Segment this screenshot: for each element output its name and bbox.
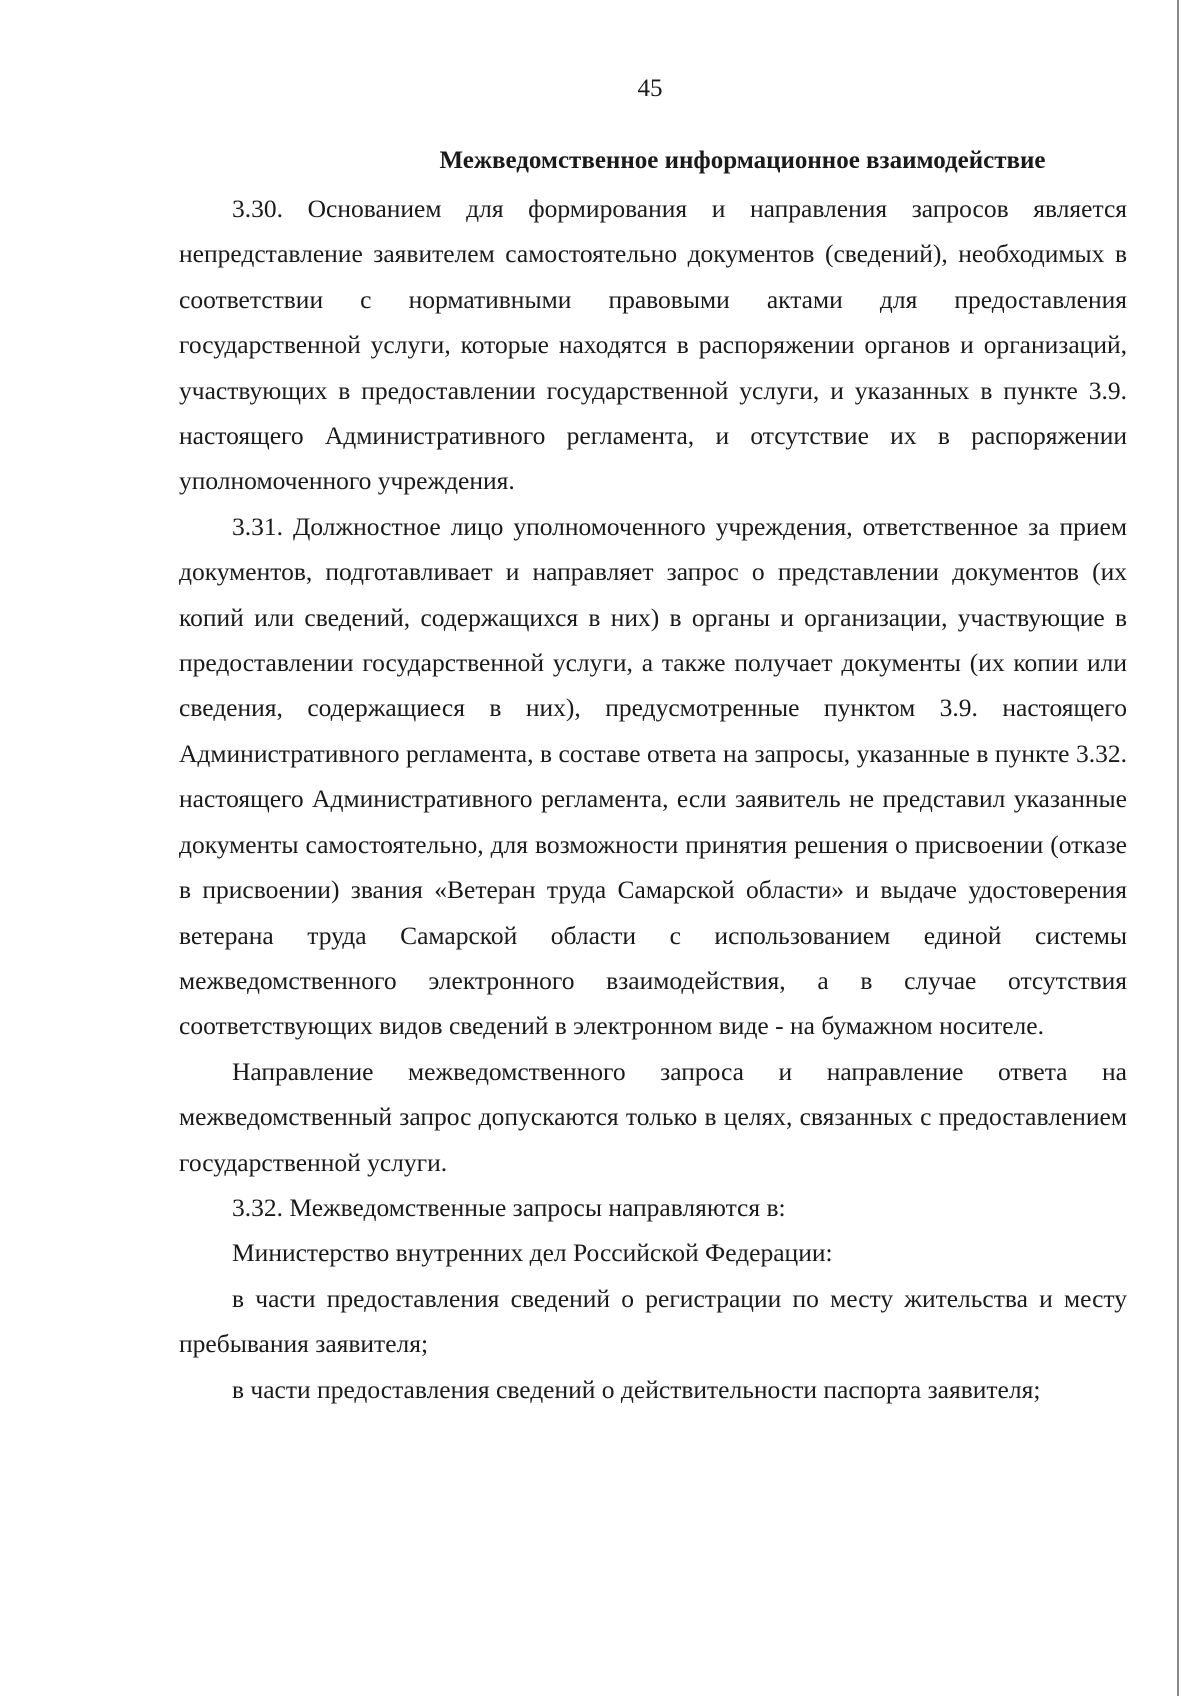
paragraph-ministry: Министерство внутренних дел Российской Федерации: xyxy=(232,1238,833,1268)
paragraph-passport: в части предоставления сведений о действительности паспорта заявителя; xyxy=(232,1374,1041,1404)
paragraph-interagency-request: Направление межведомственного запроса и направление ответа на межведомственный запрос допускаются только в целях, связанных с предоставлением государственной услуги. xyxy=(179,1056,1127,1177)
paragraph-3-32: 3.32. Межведомственные запросы направляются в: xyxy=(232,1192,786,1222)
section-heading: Межведомственное информационное взаимодействие xyxy=(439,147,1046,174)
scan-edge-line xyxy=(1177,0,1179,1696)
paragraph-3-30: 3.30. Основанием для формирования и направления запросов является непредставление заявителем самостоятельно документов (сведений), необходимых в соответствии с нормативными правовыми актами для предоставления государственной услуги, которые находятся в распоряжении органов и организаций, участвующих в предоставлении государственной услуги, и указанных в пункте 3.9. настоящего Административного регламента, и отсутствие их в распоряжении уполномоченного учреждения. xyxy=(179,194,1127,496)
paragraph-registration: в части предоставления сведений о регистрации по месту жительства и месту пребывания заявителя; xyxy=(179,1283,1127,1359)
document-body xyxy=(179,186,1127,1412)
page-number: 45 xyxy=(637,75,663,102)
paragraph-3-31: 3.31. Должностное лицо уполномоченного учреждения, ответственное за прием документов, подготавливает и направляет запрос о представлении документов (их копий или сведений, содержащихся в них) в органы и организации, участвующие в предоставлении государственной услуги, а также получает документы (их копии или сведения, содержащиеся в них), предусмотренные пунктом 3.9. настоящего Административного регламента, в составе ответа на запросы, указанные в пункте 3.32. настоящего Административного регламента, если заявитель не представил указанные документы самостоятельно, для возможности принятия решения о присвоении (отказе в присвоении) звания «Ветеран труда Самарской области» и выдаче удостоверения ветерана труда Самарской области с использованием единой системы межведомственного электронного взаимодействия, а в случае отсутствия соответствующих видов сведений в электронном виде - на бумажном носителе. xyxy=(179,511,1127,1041)
